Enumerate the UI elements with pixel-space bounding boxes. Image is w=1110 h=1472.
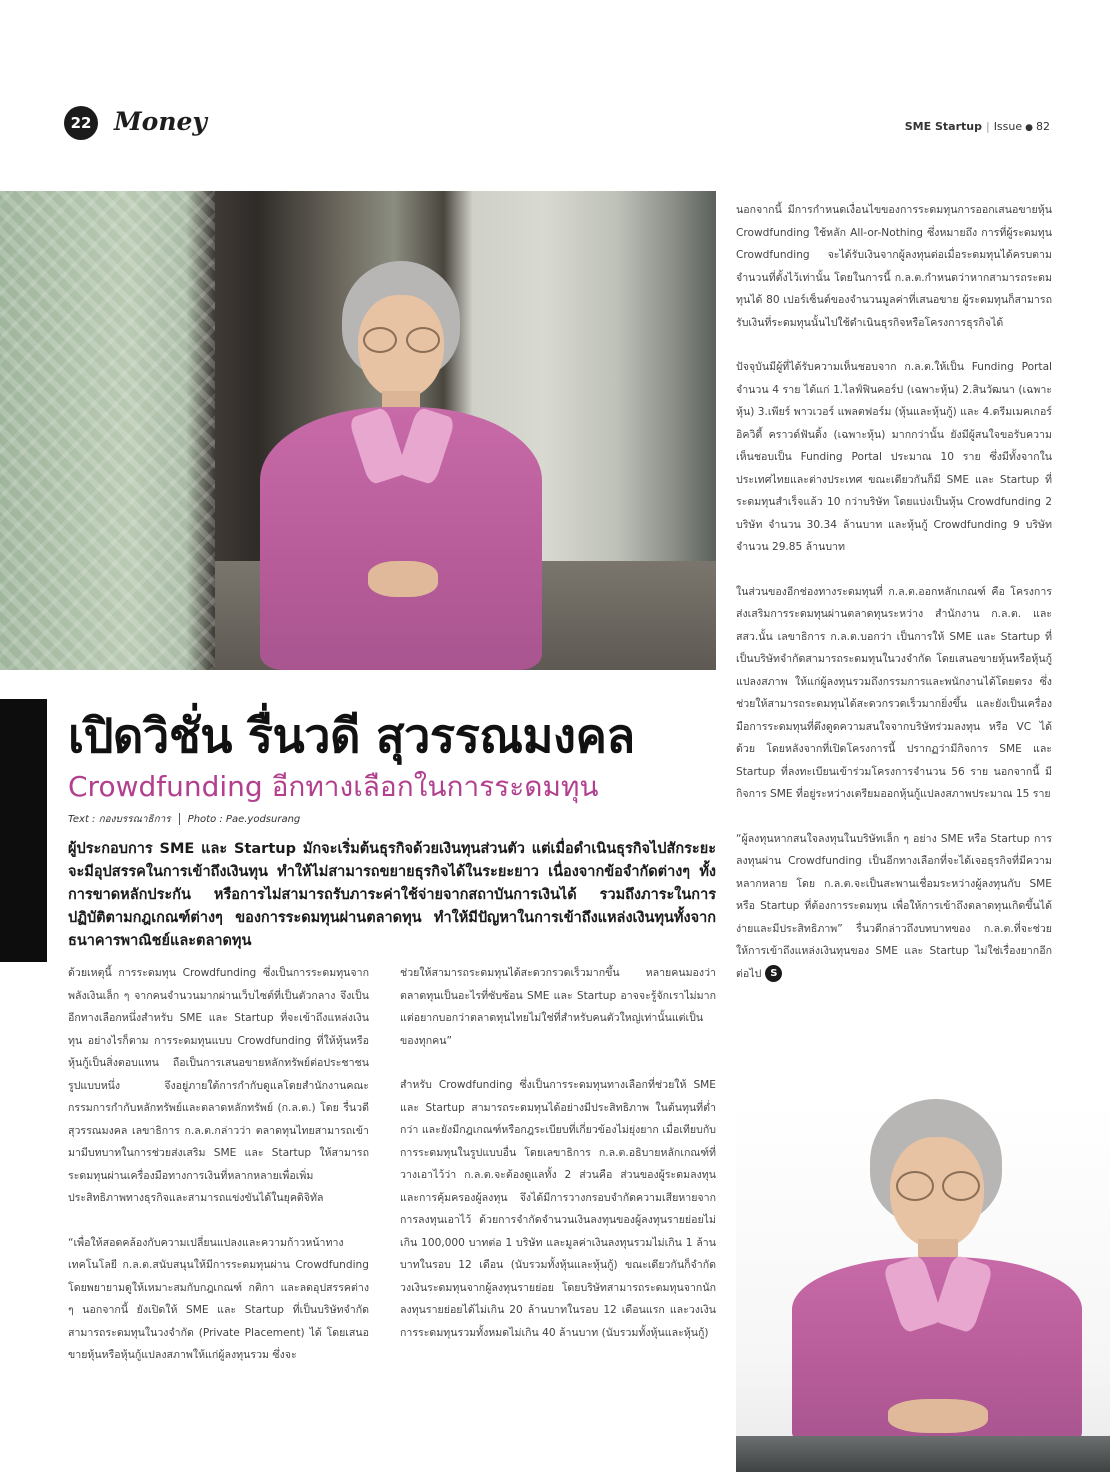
paragraph: ด้วยเหตุนี้ การระดมทุน Crowdfunding ซึ่งเป็นการระดมทุนจากพลังเงินเล็ก ๆ จากคนจำนวนมากผ่านเว็บไซต์ที่เป็นตัวกลาง จึงเป็นอีกทางเลือกหนึ่งสำหรับ SME และ Startup ที่จะเข้าถึงแหล่งเงินทุน อย่างไรก็ตาม การระดมทุนแบบ Crowdfunding ที่ให้หุ้นหรือหุ้นกู้เป็นสิ่งตอบแทน ถือเป็นการเสนอขายหลักทรัพย์ต่อประชาชนรูปแบบหนึ่ง จึงอยู่ภายใต้การกำกับดูแลโดยสำนักงานคณะกรรมการกำกับหลักทรัพย์และตลาดหลักทรัพย์ (ก.ล.ต.) โดย รื่นวดี สุวรรณมงคล เลขาธิการ ก.ล.ต.กล่าวว่า ตลาดทุนไทยสามารถเข้ามามีบทบาทในการช่วยส่งเสริม SME และ Startup ให้สามารถระดมทุนผ่านเครื่องมือทางการเงินที่หลากหลายเพื่อเพิ่มประสิทธิภาพทางธุรกิจและสามารถแข่งขันได้ในยุคดิจิทัล: [68, 967, 369, 1204]
paragraph: [736, 828, 1052, 986]
paragraph: นอกจากนี้ มีการกำหนดเงื่อนไขของการระดมทุนการออกเสนอขายหุ้น Crowdfunding ใช้หลัก All-or-Nothing ซึ่งหมายถึง การที่ผู้ระดมทุน Crowdfunding จะได้รับเงินจากผู้ลงทุนต่อเมื่อระดมทุนได้ครบตามจำนวนที่ตั้งไว้เท่านั้น โดยในการนี้ ก.ล.ต.กำหนดว่าหากสามารถระดมทุนได้ 80 เปอร์เซ็นต์ของจำนวนมูลค่าที่เสนอขาย ผู้ระดมทุนก็สามารถรับเงินที่ระดมทุนนั้นไปใช้ดำเนินธุรกิจหรือโครงการธุรกิจได้: [736, 204, 1052, 329]
article-subtitle: Crowdfunding อีกทางเลือกในการระดมทุน: [68, 770, 599, 803]
closing-quote: “ผู้ลงทุนหากสนใจลงทุนในบริษัทเล็ก ๆ อย่าง SME หรือ Startup การลงทุนผ่าน Crowdfunding เป็นอีกทางเลือกที่จะได้เจอธุรกิจที่มีความหลากหลาย โดย ก.ล.ต.จะเป็นสะพานเชื่อมระหว่างผู้ลงทุนกับ SME หรือ Startup ที่ต้องการระดมทุน เพื่อให้การเข้าถึงตลาดทุนเกิดขึ้นได้ง่ายและมีประสิทธิภาพ” รื่นวดีกล่าวถึงบทบาทของ ก.ล.ต.ที่จะช่วยให้การเข้าถึงแหล่งเงินทุนของ SME และ Startup ไม่ใช่เรื่องยากอีกต่อไป: [736, 832, 1052, 980]
portrait-figure-2: [792, 1099, 1082, 1444]
issue-info: SME Startup | Issue ● 82: [904, 120, 1050, 133]
end-mark-icon: S: [765, 965, 782, 982]
glass-wall-pattern: [0, 191, 215, 670]
body-column-2: [400, 962, 716, 1344]
main-photo: [0, 191, 716, 670]
paragraph: ปัจจุบันมีผู้ที่ได้รับความเห็นชอบจาก ก.ล.ต.ให้เป็น Funding Portal จำนวน 4 ราย ได้แก่ 1.ไลฟ์ฟินคอร์ป (เฉพาะหุ้น) 2.สินวัฒนา (เฉพาะหุ้น) 3.เพียร์ พาวเวอร์ แพลตฟอร์ม (หุ้นและหุ้นกู้) และ 4.ดรีมเมคเกอร์ อิควิตี้ คราวด์ฟันดิ้ง (เฉพาะหุ้น) มากกว่านั้น ยังมีผู้สนใจขอรับความเห็นชอบเป็น Funding Portal ประมาณ 10 ราย ซึ่งมีทั้งจากในประเทศไทยและต่างประเทศ ขณะเดียวกันก็มี SME และ Startup ที่ระดมทุนสำเร็จแล้ว 10 กว่าบริษัท โดยแบ่งเป็นหุ้น Crowdfunding 2 บริษัท จำนวน 30.34 ล้านบาท และหุ้นกู้ Crowdfunding 9 บริษัท จำนวน 29.85 ล้านบาท: [736, 361, 1052, 553]
paragraph: ในส่วนของอีกช่องทางระดมทุนที่ ก.ล.ต.ออกหลักเกณฑ์ คือ โครงการส่งเสริมการระดมทุนผ่านตลาดทุนระหว่าง สำนักงาน ก.ล.ต. และ สสว.นั้น เลขาธิการ ก.ล.ต.บอกว่า เป็นการให้ SME และ Startup ที่เป็นบริษัทจำกัดสามารถระดมทุนในวงจำกัด โดยเสนอขายหุ้นหรือหุ้นกู้แปลงสภาพ ให้แก่ผู้ลงทุนรวมถึงกรรมการและพนักงานได้โดยตรง ซึ่งช่วยให้สามารถระดมทุนได้สะดวกรวดเร็วมากยิ่งขึ้น และยังเป็นเครื่องมือการระดมทุนที่ดึงดูดความสนใจจากบริษัทร่วมลงทุน หรือ VC ได้ด้วย โดยหลังจากที่เปิดโครงการนี้ ปรากฏว่ามีกิจการ SME และ Startup ที่ลงทะเบียนเข้าร่วมโครงการจำนวน 56 ราย นอกจากนี้ มีกิจการ SME ที่อยู่ระหว่างเตรียมออกหุ้นกู้แปลงสภาพประมาณ 15 ราย: [736, 585, 1052, 800]
section-title: Money: [114, 107, 207, 136]
side-tab: [0, 699, 47, 962]
photo-credit: Photo : Pae.yodsurang: [187, 814, 301, 825]
secondary-photo: [736, 1099, 1110, 1472]
issue-label: Issue: [993, 120, 1023, 133]
paragraph: สำหรับ Crowdfunding ซึ่งเป็นการระดมทุนทางเลือกที่ช่วยให้ SME และ Startup สามารถระดมทุนได้อย่างมีประสิทธิภาพ ในต้นทุนที่ต่ำกว่า และยังมีกฎเกณฑ์หรือกฎระเบียบที่เกี่ยวข้องไม่ยุ่งยาก เมื่อเทียบกับการระดมทุนในรูปแบบอื่น โดยเลขาธิการ ก.ล.ต.อธิบายหลักเกณฑ์ที่วางเอาไว้ว่า ก.ล.ต.จะต้องดูแลทั้ง 2 ส่วนคือ ส่วนของผู้ระดมลงทุน และการคุ้มครองผู้ลงทุน จึงได้มีการวางกรอบจำกัดความเสียหายจากการลงทุนเอาไว้ ด้วยการจำกัดจำนวนเงินลงทุนของผู้ลงทุนรายย่อยไม่เกิน 100,000 บาทต่อ 1 บริษัท และมูลค่าเงินลงทุนรวมไม่เกิน 1 ล้านบาทในรอบ 12 เดือน (นับรวมทั้งหุ้นและหุ้นกู้) ขณะเดียวกันก็จำกัดวงเงินระดมทุนจากผู้ลงทุนรายย่อย โดยบริษัทสามารถระดมทุนจากนักลงทุนรายย่อยได้ไม่เกิน 20 ล้านบาทในรอบ 12 เดือนแรก และวงเงินการระดมทุนรวมทั้งหมดไม่เกิน 40 ล้านบาท (นับรวมทั้งหุ้นและหุ้นกู้): [400, 1079, 716, 1339]
magazine-name: SME Startup: [904, 120, 982, 133]
article-title: เปิดวิชั่น รื่นวดี สุวรรณมงคล: [68, 709, 635, 764]
paragraph: ช่วยให้สามารถระดมทุนได้สะดวกรวดเร็วมากขึ้น หลายคนมองว่าตลาดทุนเป็นอะไรที่ซับซ้อน SME และ Startup อาจจะรู้จักเราไม่มาก แต่อยากบอกว่าตลาดทุนไทยไม่ใช่ที่สำหรับคนตัวใหญ่เท่านั้นแต่เป็นของทุกคน”: [400, 967, 716, 1047]
issue-number: 82: [1036, 120, 1050, 133]
article-intro: ผู้ประกอบการ SME และ Startup มักจะเริ่มต้นธุรกิจด้วยเงินทุนส่วนตัว แต่เมื่อดำเนินธุรกิจไปสักระยะจะมีอุปสรรคในการเข้าถึงเงินทุน ทำให้ไม่สามารถขยายธุรกิจได้ในระยะยาว เนื่องจากข้อจำกัดต่างๆ ทั้งการขาดหลักประกัน หรือการไม่สามารถรับภาระค่าใช้จ่ายจากสถาบันการเงินได้ รวมถึงภาระในการปฏิบัติตามกฎเกณฑ์ต่างๆ ของการระดมทุนผ่านตลาดทุน ทำให้มีปัญหาในการเข้าถึงแหล่งเงินทุนทั้งจากธนาคารพาณิชย์และตลาดทุน: [68, 841, 716, 949]
page-number: 22: [64, 106, 98, 140]
body-column-1: [68, 962, 369, 1367]
paragraph: “เพื่อให้สอดคล้องกับความเปลี่ยนแปลงและความก้าวหน้าทางเทคโนโลยี ก.ล.ต.สนับสนุนให้มีการระดมทุนผ่าน Crowdfunding โดยพยายามดูให้เหมาะสมกับกฎเกณฑ์ กติกา และลดอุปสรรคต่าง ๆ นอกจากนี้ ยังเปิดให้ SME และ Startup ที่เป็นบริษัทจำกัดสามารถระดมทุนในวงจำกัด (Private Placement) ได้ โดยเสนอขายหุ้นหรือหุ้นกู้แปลงสภาพให้แก่ผู้ลงทุนรวม ซึ่งจะ: [68, 1236, 369, 1361]
desk: [736, 1436, 1110, 1472]
portrait-figure: [250, 261, 550, 670]
article-credits: [68, 812, 300, 827]
text-credit: Text : กองบรรณาธิการ: [68, 814, 171, 825]
body-column-3: [736, 199, 1052, 985]
